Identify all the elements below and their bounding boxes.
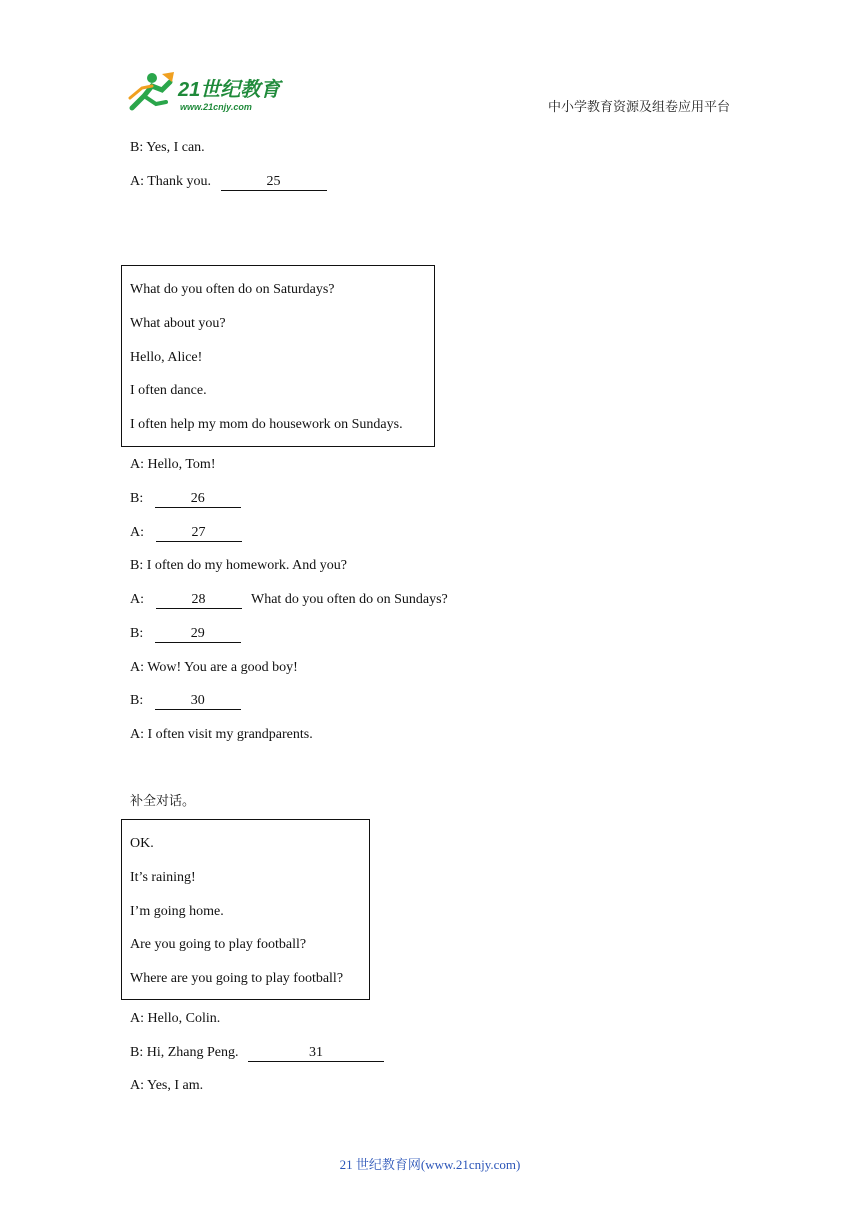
option-box <box>121 265 435 447</box>
option-box <box>121 819 370 1000</box>
line-prefix: B: Hi, Zhang Peng. <box>130 1045 239 1060</box>
dialogue-line: B: I often do my homework. And you? <box>130 558 347 573</box>
answer-blank-29[interactable]: 29 <box>155 626 241 643</box>
logo-text: 21世纪教育 <box>178 79 281 101</box>
option-item: What about you? <box>130 316 226 331</box>
answer-blank-27[interactable]: 27 <box>156 525 242 542</box>
option-item: Are you going to play football? <box>130 937 307 952</box>
dialogue-line <box>130 591 448 609</box>
answer-blank-28[interactable]: 28 <box>156 592 242 609</box>
option-item: Where are you going to play football? <box>130 971 344 986</box>
dialogue-line: A: I often visit my grandparents. <box>130 727 313 742</box>
line-suffix: What do you often do on Sundays? <box>251 592 448 607</box>
option-item: I often help my mom do housework on Sundays. <box>130 417 403 432</box>
line-prefix: B: <box>130 626 144 641</box>
footer-link[interactable]: 21 世纪教育网(www.21cnjy.com) <box>339 1157 521 1172</box>
dialogue-line <box>130 625 241 643</box>
answer-blank-25[interactable]: 25 <box>221 174 327 191</box>
option-item: Hello, Alice! <box>130 350 203 365</box>
answer-blank-26[interactable]: 26 <box>155 491 241 508</box>
line-prefix: B: <box>130 693 144 708</box>
line-prefix: A: Thank you. <box>130 174 212 189</box>
answer-blank-30[interactable]: 30 <box>155 693 241 710</box>
section-instruction: 补全对话。 <box>130 794 196 809</box>
dialogue-line: A: Wow! You are a good boy! <box>130 660 298 675</box>
dialogue-line <box>130 692 241 710</box>
line-prefix: A: <box>130 592 144 607</box>
dialogue-line <box>130 1044 384 1062</box>
dialogue-line <box>130 524 242 542</box>
answer-blank-31[interactable]: 31 <box>248 1045 384 1062</box>
runner-icon <box>130 72 174 108</box>
logo-url: www.21cnjy.com <box>180 102 252 112</box>
option-item: I often dance. <box>130 383 207 398</box>
line-prefix: A: <box>130 525 144 540</box>
option-item: It’s raining! <box>130 870 196 885</box>
option-item: OK. <box>130 836 154 851</box>
dialogue-line: B: Yes, I can. <box>130 140 205 155</box>
platform-tagline: 中小学教育资源及组卷应用平台 <box>548 100 731 115</box>
option-item: I’m going home. <box>130 904 224 919</box>
line-prefix: B: <box>130 491 144 506</box>
dialogue-line: A: Yes, I am. <box>130 1078 204 1093</box>
dialogue-line: A: Hello, Tom! <box>130 457 216 472</box>
dialogue-line: A: Hello, Colin. <box>130 1011 221 1026</box>
dialogue-line <box>130 490 241 508</box>
dialogue-line <box>130 173 327 191</box>
option-item: What do you often do on Saturdays? <box>130 282 335 297</box>
site-logo <box>122 68 292 114</box>
